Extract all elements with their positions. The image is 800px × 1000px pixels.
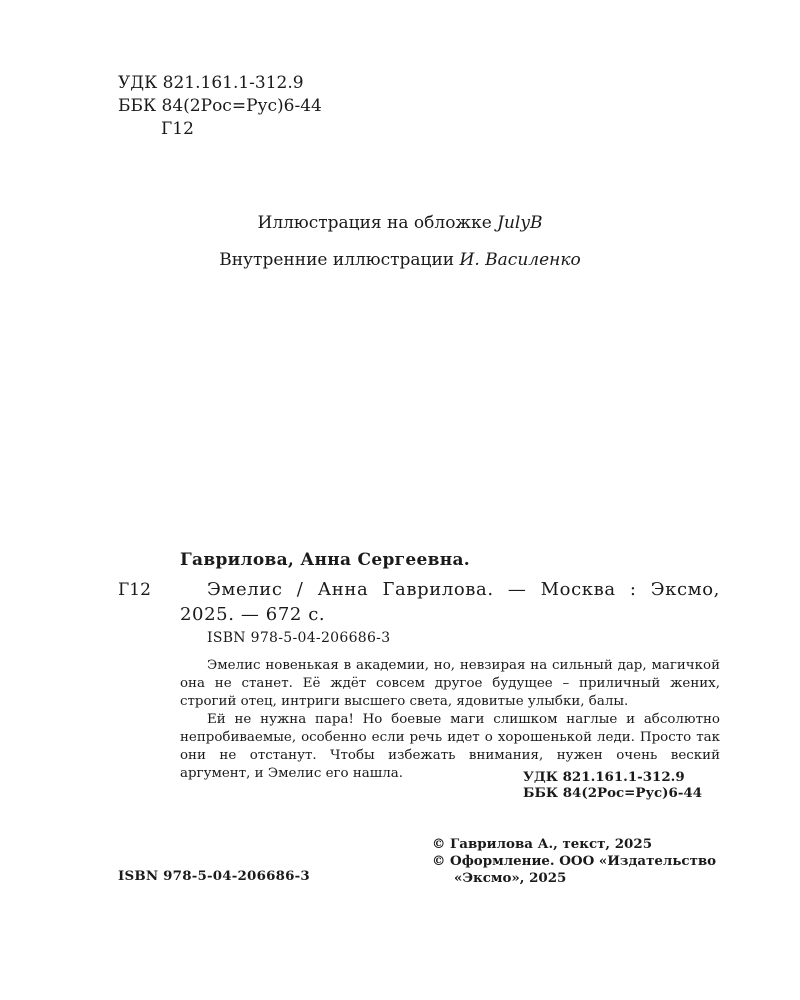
cover-artist: JulyB	[497, 213, 543, 233]
description-text: Эмелис / Анна Гаврилова. — Москва : Эксмо, 2025. — 672 с.	[180, 579, 720, 625]
inner-artist: И. Василенко	[459, 250, 581, 270]
annotation-paragraph: Эмелис новенькая в академии, но, невзирая на сильный дар, магичкой она не станет. Её ждёт совсем другое будущее – приличный жених, строгий отец, интриги высшего света, ядовитые улыбки, балы.	[180, 658, 720, 709]
inner-credit-label: Внутренние иллюстрации	[219, 250, 460, 270]
copyright-block	[432, 836, 716, 887]
bibliographic-description	[180, 577, 720, 627]
copyright-text-line: © Гаврилова А., текст, 2025	[432, 836, 653, 852]
inner-illustration-credit	[0, 250, 800, 270]
copyright-design-line: © Оформление. ООО «Издательство	[432, 853, 717, 869]
annotation-codes	[523, 769, 702, 801]
author-heading: Гаврилова, Анна Сергеевна.	[180, 550, 470, 570]
isbn-bottom: ISBN 978-5-04-206686-3	[118, 868, 310, 884]
annotation	[180, 657, 720, 783]
author-code: Г12	[161, 119, 194, 139]
copyright-design-line-2: «Эксмо», 2025	[454, 870, 567, 886]
udk-code: УДК 821.161.1-312.9	[118, 73, 304, 93]
bbk-code: ББК 84(2Рос=Рус)6-44	[118, 96, 322, 116]
author-side-code: Г12	[118, 580, 151, 600]
isbn-line: ISBN 978-5-04-206686-3	[207, 630, 391, 646]
annotation-bbk: ББК 84(2Рос=Рус)6-44	[523, 785, 703, 801]
cover-illustration-credit	[0, 213, 800, 233]
annotation-paragraph: Ей не нужна пара! Но боевые маги слишком наглые и абсолютно непробиваемые, особенно если речь идет о хорошенькой леди. Просто так они не отстанут. Чтобы избежать внимания, нужен очень веский аргумент, и Эмелис его нашла.	[180, 712, 720, 781]
cover-credit-label: Иллюстрация на обложке	[257, 213, 498, 233]
annotation-udk: УДК 821.161.1-312.9	[523, 769, 685, 785]
classification-codes	[118, 72, 322, 141]
